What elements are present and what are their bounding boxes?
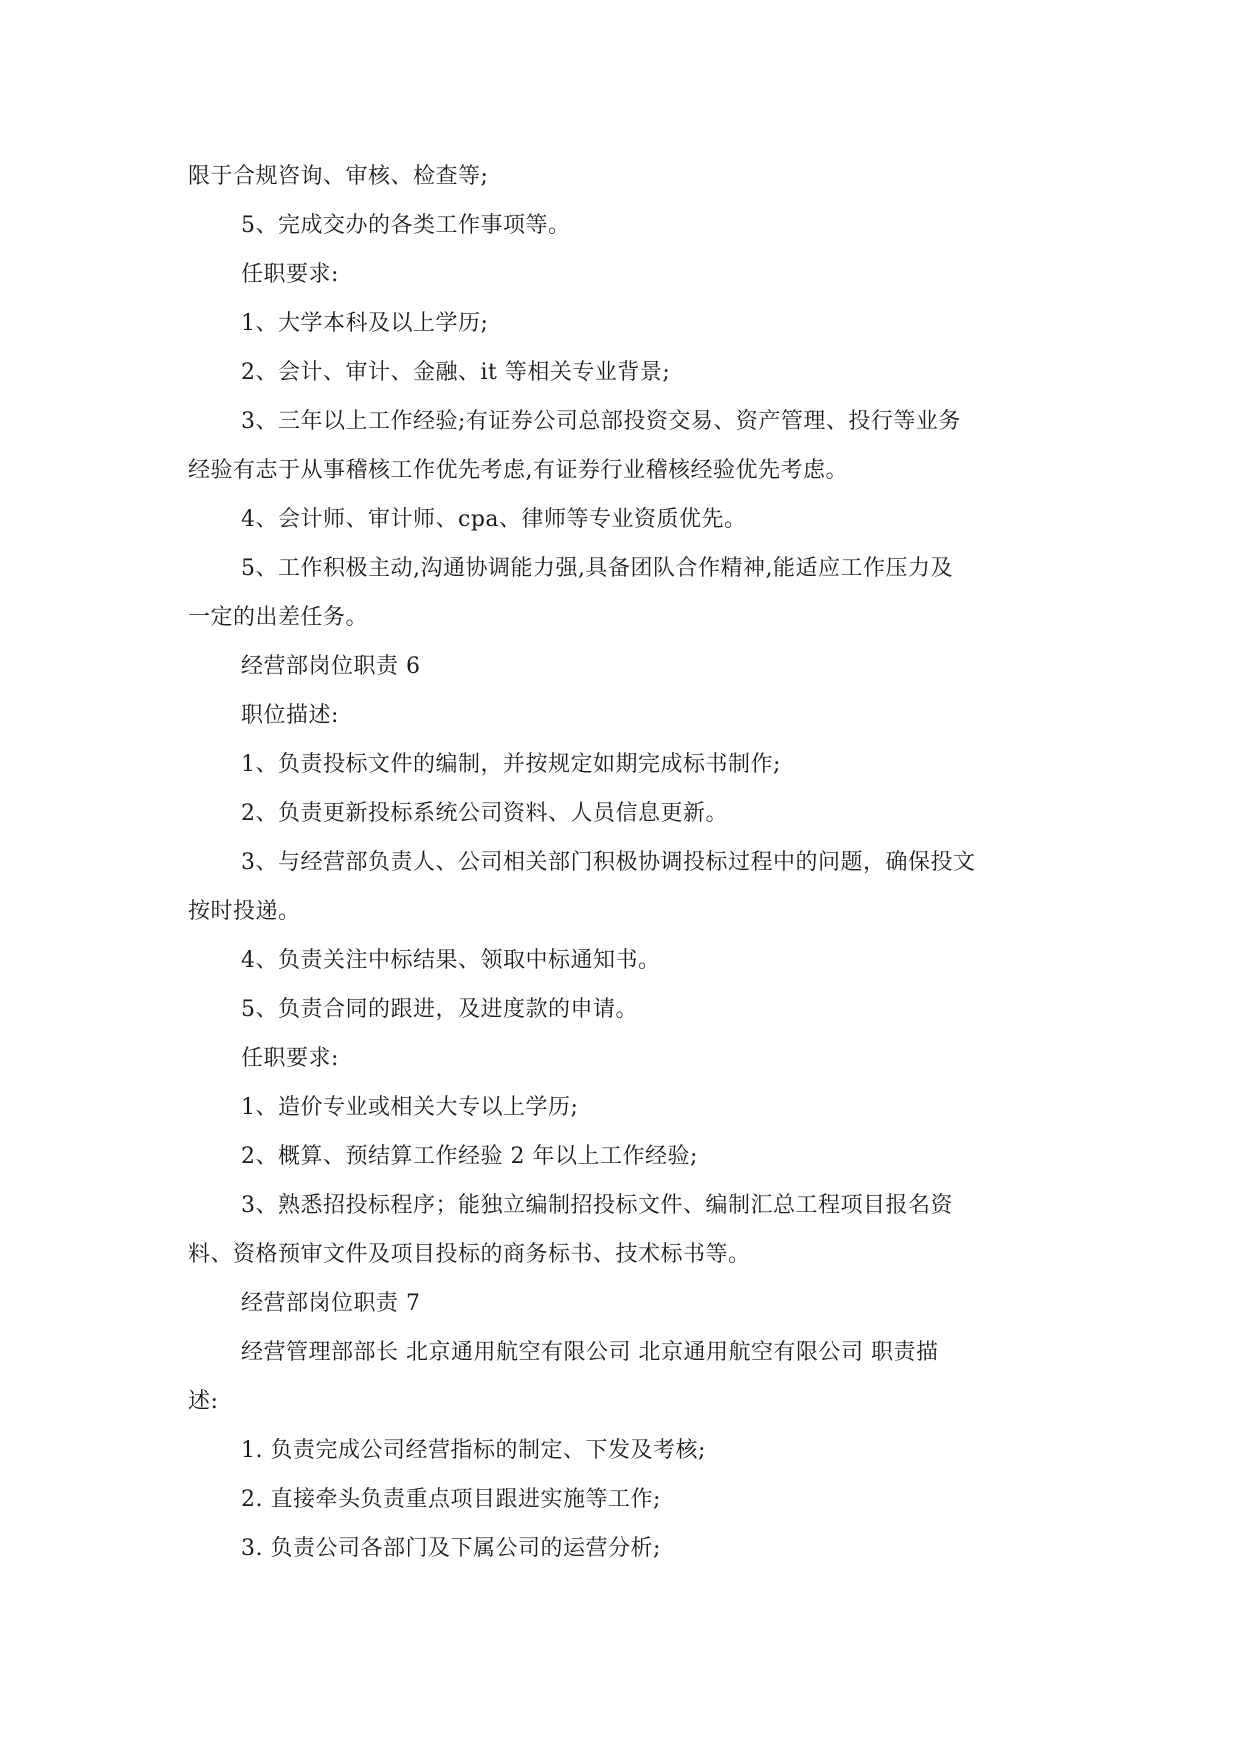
- list-item: 2、负责更新投标系统公司资料、人员信息更新。: [241, 801, 728, 826]
- list-item: 5、工作积极主动,沟通协调能力强,具备团队合作精神,能适应工作压力及: [241, 556, 953, 581]
- list-item: 4、负责关注中标结果、领取中标通知书。: [241, 948, 661, 973]
- document-body: [188, 152, 1058, 1573]
- text-line: 一定的出差任务。: [188, 605, 369, 630]
- list-item: 2、概算、预结算工作经验 2 年以上工作经验;: [241, 1144, 698, 1169]
- list-item: 3. 负责公司各部门及下属公司的运营分析;: [241, 1536, 661, 1561]
- list-item: 2、会计、审计、金融、it 等相关专业背景;: [241, 360, 671, 385]
- list-item: 1、负责投标文件的编制，并按规定如期完成标书制作;: [241, 752, 781, 777]
- list-item: 4、会计师、审计师、cpa、律师等专业资质优先。: [241, 507, 747, 532]
- text-line: 按时投递。: [188, 899, 301, 924]
- list-item: 5、负责合同的跟进，及进度款的申请。: [241, 997, 638, 1022]
- list-item: 1. 负责完成公司经营指标的制定、下发及考核;: [241, 1438, 706, 1463]
- text-line: 经营管理部部长 北京通用航空有限公司 北京通用航空有限公司 职责描: [241, 1340, 939, 1365]
- list-item: 1、大学本科及以上学历;: [241, 311, 489, 336]
- section-heading: 任职要求:: [241, 262, 339, 287]
- text-line: 5、完成交办的各类工作事项等。: [241, 213, 571, 238]
- text-line: 经验有志于从事稽核工作优先考虑,有证券行业稽核经验优先考虑。: [188, 458, 848, 483]
- section-heading: 任职要求:: [241, 1046, 339, 1071]
- list-item: 2. 直接牵头负责重点项目跟进实施等工作;: [241, 1487, 661, 1512]
- list-item: 3、与经营部负责人、公司相关部门积极协调投标过程中的问题，确保投文: [241, 850, 976, 875]
- text-line: 述:: [188, 1389, 219, 1414]
- section-heading: 职位描述:: [241, 703, 339, 728]
- list-item: 3、三年以上工作经验;有证券公司总部投资交易、资产管理、投行等业务: [241, 409, 961, 434]
- list-item: 1、造价专业或相关大专以上学历;: [241, 1095, 579, 1120]
- section-title: 经营部岗位职责 6: [241, 654, 421, 679]
- text-line: 限于合规咨询、审核、检查等;: [188, 164, 489, 189]
- section-title: 经营部岗位职责 7: [241, 1291, 421, 1316]
- text-line: 料、资格预审文件及项目投标的商务标书、技术标书等。: [188, 1242, 751, 1267]
- list-item: 3、熟悉招投标程序；能独立编制招投标文件、编制汇总工程项目报名资: [241, 1193, 953, 1218]
